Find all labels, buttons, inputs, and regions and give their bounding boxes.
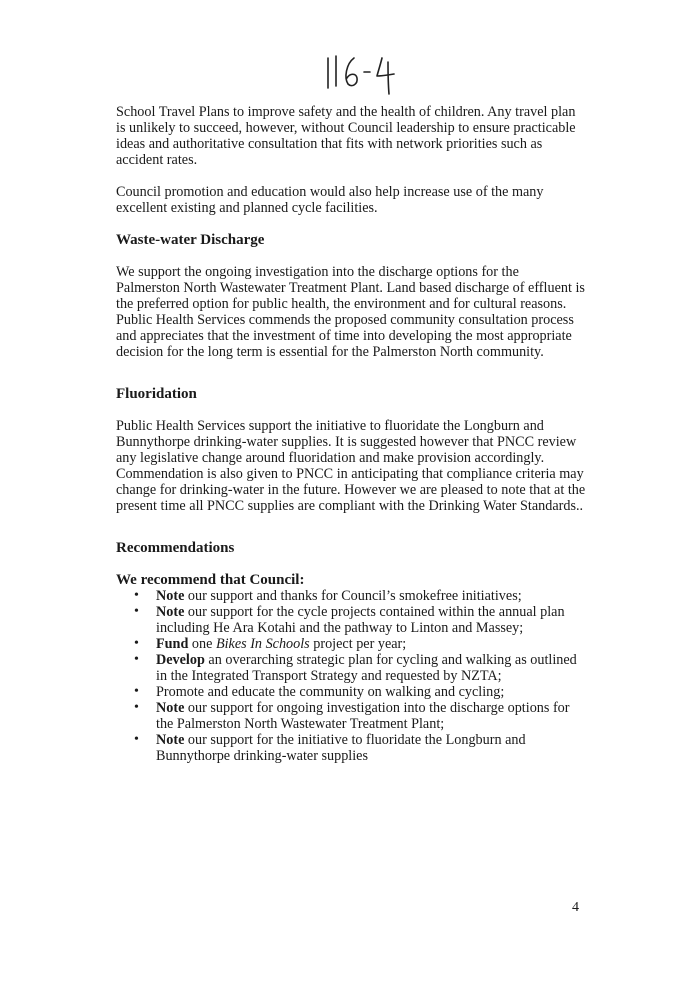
list-item — [134, 684, 586, 700]
wastewater-paragraph: We support the ongoing investigation into the discharge options for the Palmerston North Wastewater Treatment Plant. Land based discharge of effluent is the preferred option for public health, the environment and for cultural reasons. Public Health Services commends the proposed community consultation process and appreciates that the investment of time into developing the most appropriate decision for the long term is essential for the Palmerston North community. — [116, 264, 585, 360]
page-number: 4 — [572, 900, 579, 915]
list-item — [134, 588, 586, 604]
list-item — [134, 732, 586, 764]
bullet-icon: • — [134, 732, 139, 747]
intro-paragraph-1: School Travel Plans to improve safety and the health of children. Any travel plan is unlikely to succeed, however, without Council leadership to ensure practicable ideas and authoritative consultation that fits with network priorities such as accident rates. — [116, 104, 576, 168]
list-item — [134, 700, 586, 732]
item-lead: Note — [156, 732, 185, 748]
item-lead: Note — [156, 604, 185, 620]
item-text: one — [188, 636, 216, 652]
item-text: our support for the initiative to fluoridate the Longburn and Bunnythorpe drinking-water supplies — [156, 732, 526, 764]
wastewater-heading: Waste-water Discharge — [116, 232, 265, 248]
bullet-icon: • — [134, 604, 139, 619]
list-item — [134, 604, 586, 636]
item-lead: Note — [156, 700, 185, 716]
intro-paragraph-2: Council promotion and education would also help increase use of the many excellent existing and planned cycle facilities. — [116, 184, 544, 216]
list-item — [134, 636, 586, 652]
item-text: our support for ongoing investigation into the discharge options for the Palmerston North Wastewater Treatment Plant; — [156, 700, 570, 732]
fluoridation-paragraph: Public Health Services support the initiative to fluoridate the Longburn and Bunnythorpe drinking-water supplies. It is suggested however that PNCC review any legislative change around fluoridation and make provision accordingly. Commendation is also given to PNCC in anticipating that compliance criteria may change for drinking-water in the future. However we are pleased to note that at the present time all PNCC supplies are compliant with the Drinking Water Standards.. — [116, 418, 586, 514]
item-text: our support and thanks for Council’s smokefree initiatives; — [184, 588, 522, 604]
document-body — [116, 104, 586, 764]
list-item — [134, 652, 586, 684]
item-lead: Develop — [156, 652, 205, 668]
handwritten-page-stamp — [322, 52, 402, 96]
recommendations-list — [116, 588, 586, 764]
item-text: our support for the cycle projects contained within the annual plan including He Ara Kotahi and the pathway to Linton and Massey; — [156, 604, 565, 636]
bullet-icon: • — [134, 652, 139, 667]
item-text: project per year; — [309, 636, 407, 652]
item-lead: Fund — [156, 636, 189, 652]
fluoridation-heading: Fluoridation — [116, 386, 197, 402]
item-italic-title: Bikes In Schools — [215, 636, 310, 652]
item-text: Promote and educate the community on walking and cycling; — [156, 684, 505, 700]
item-lead: Note — [156, 588, 185, 604]
bullet-icon: • — [134, 684, 139, 699]
bullet-icon: • — [134, 636, 139, 651]
recommendations-intro: We recommend that Council: — [116, 572, 305, 588]
item-text: an overarching strategic plan for cycling and walking as outlined in the Integrated Transport Strategy and requested by NZTA; — [156, 652, 577, 684]
recommendations-heading: Recommendations — [116, 540, 235, 556]
bullet-icon: • — [134, 700, 139, 715]
bullet-icon: • — [134, 588, 139, 603]
